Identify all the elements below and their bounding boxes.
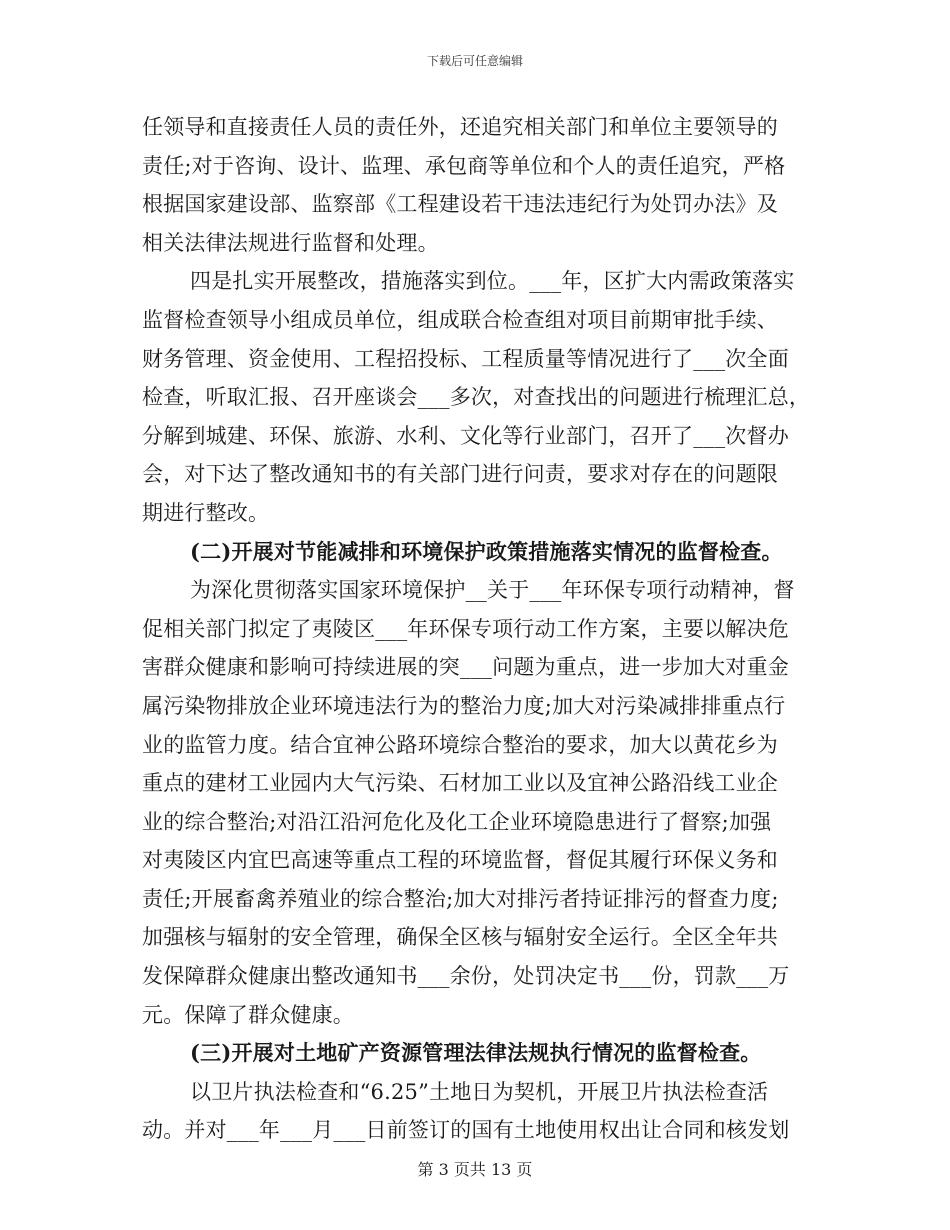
body-line: 监督检查领导小组成员单位，组成联合检查组对项目前期审批手续、 xyxy=(142,307,778,332)
body-line: 分解到城建、环保、旅游、水利、文化等行业部门，召开了___次督办 xyxy=(142,423,789,448)
page-number: 第 3 页共 13 页 xyxy=(417,1160,533,1179)
body-line: 会，对下达了整改通知书的有关部门进行问责，要求对存在的问题限 xyxy=(142,462,778,487)
section-heading: (二)开展对节能减排和环境保护政策措施落实情况的监督检查。 xyxy=(190,538,783,564)
body-line: 重点的建材工业园内大气污染、石材加工业以及宜神公路沿线工业企 xyxy=(142,771,778,796)
body-line: 业的综合整治;对沿江沿河危化及化工企业环境隐患进行了督察;加强 xyxy=(142,809,772,834)
paragraph-start-line: 四是扎实开展整改，措施落实到位。___年，区扩大内需政策落实 xyxy=(190,269,795,294)
body-line: 发保障群众健康出整改通知书___余份，处罚决定书___份，罚款___万 xyxy=(142,964,790,989)
body-line: 促相关部门拟定了夷陵区___年环保专项行动工作方案，主要以解决危 xyxy=(142,616,789,641)
body-line: 责任;对于咨询、设计、监理、承包商等单位和个人的责任追究，严格 xyxy=(142,153,786,178)
body-line: 期进行整改。 xyxy=(142,500,270,525)
document-body xyxy=(142,108,814,1150)
section-heading: (三)开展对土地矿产资源管理法律法规执行情况的监督检查。 xyxy=(190,1040,762,1066)
paragraph-start-line: 为深化贯彻落实国家环境保护__关于___年环保专项行动精神，督 xyxy=(190,578,795,603)
paragraph-start-line: 以卫片执法检查和“6.25”土地日为契机，开展卫片执法检查活 xyxy=(190,1079,769,1104)
body-line: 财务管理、资金使用、工程招投标、工程质量等情况进行了___次全面 xyxy=(142,346,789,371)
header-note: 下载后可任意编辑 xyxy=(426,54,523,68)
body-line: 检查，听取汇报、召开座谈会___多次，对查找出的问题进行梳理汇总， xyxy=(142,385,811,410)
body-line: 业的监管力度。结合宜神公路环境综合整治的要求，加大以黄花乡为 xyxy=(142,732,778,757)
body-line: 对夷陵区内宜巴高速等重点工程的环境监督，督促其履行环保义务和 xyxy=(142,848,778,873)
body-line: 元。保障了群众健康。 xyxy=(142,1002,354,1027)
body-line: 动。并对___年___月___日前签订的国有土地使用权出让合同和核发划 xyxy=(142,1118,790,1143)
body-line: 害群众健康和影响可持续进展的突___问题为重点，进一步加大对重金 xyxy=(142,655,789,680)
body-line: 根据国家建设部、监察部《工程建设若干违法违纪行为处罚办法》及 xyxy=(142,192,778,217)
body-line: 责任;开展畜禽养殖业的综合整治;加大对排污者持证排污的督查力度; xyxy=(142,886,779,911)
body-line: 属污染物排放企业环境违法行为的整治力度;加大对污染减排排重点行 xyxy=(142,693,786,718)
body-line: 相关法律法规进行监督和处理。 xyxy=(142,230,439,255)
body-line: 加强核与辐射的安全管理，确保全区核与辐射安全运行。全区全年共 xyxy=(142,925,778,950)
body-line: 任领导和直接责任人员的责任外，还追究相关部门和单位主要领导的 xyxy=(142,115,778,139)
